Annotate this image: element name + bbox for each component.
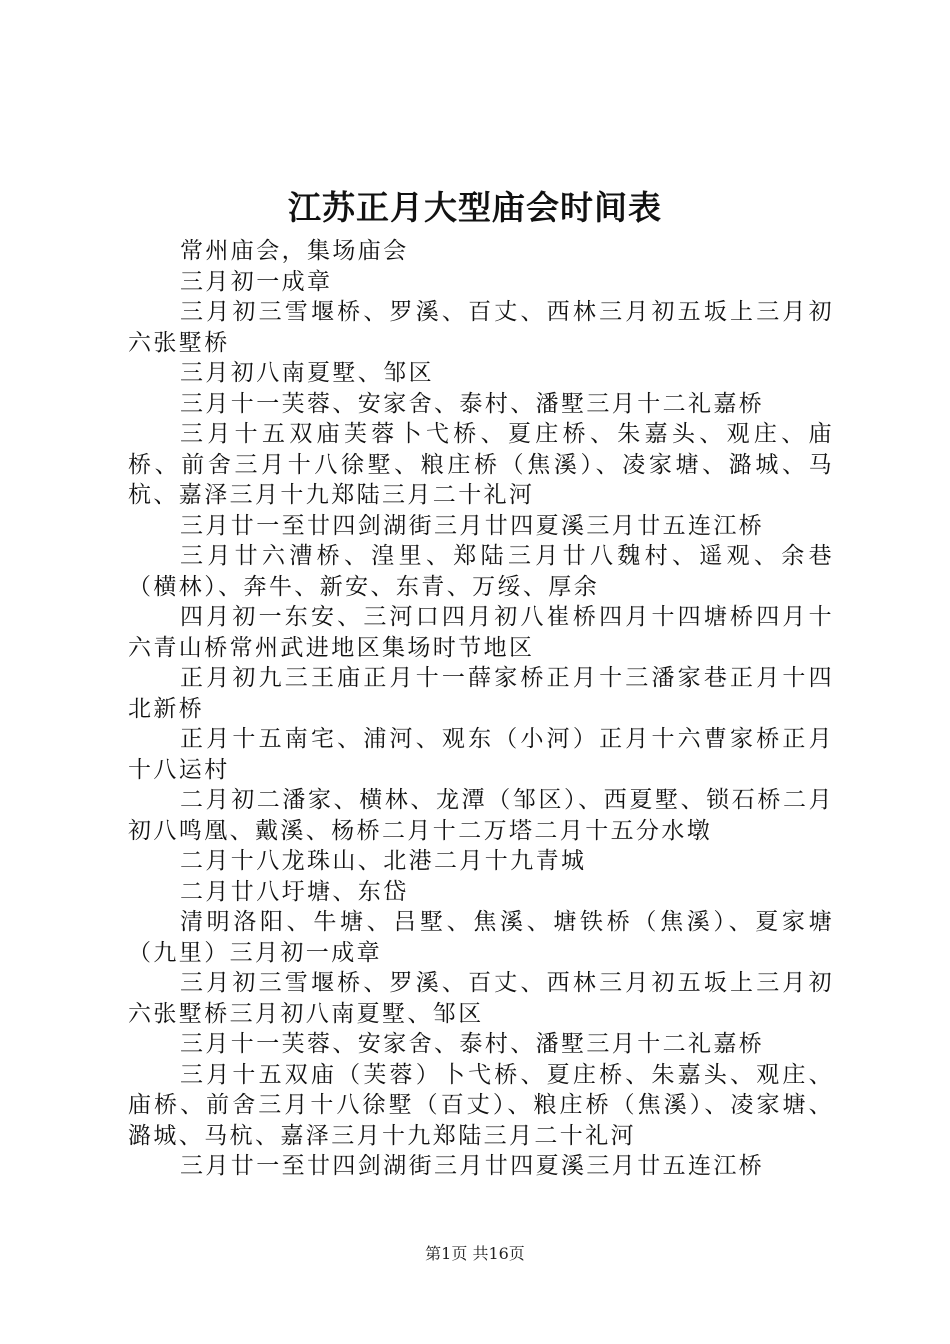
paragraph: 二月廿八圩塘、东岱 bbox=[180, 878, 409, 905]
paragraph: 三月初三雪堰桥、罗溪、百丈、西林三月初五坂上三月初六张墅桥三月初八南夏墅、邹区 bbox=[128, 970, 834, 1027]
paragraph: 三月廿一至廿四剑湖街三月廿四夏溪三月廿五连江桥 bbox=[180, 1153, 765, 1179]
paragraph: 三月十五双庙（芙蓉）卜弋桥、夏庄桥、朱嘉头、观庄、庙桥、前舍三月十八徐墅（百丈）、粮庄桥（焦溪）、凌家塘、潞城、马杭、嘉泽三月十九郑陆三月二十礼河 bbox=[128, 1061, 834, 1149]
paragraph: 二月初二潘家、横林、龙潭（邹区）、西夏墅、锁石桥二月初八鸣凰、戴溪、杨桥二月十二万塔二月十五分水墩 bbox=[128, 787, 834, 844]
page-number-footer: 第1页 共16页 bbox=[425, 1244, 525, 1263]
paragraph: 三月十五双庙芙蓉卜弋桥、夏庄桥、朱嘉头、观庄、庙桥、前舍三月十八徐墅、粮庄桥（焦溪）、凌家塘、潞城、马杭、嘉泽三月十九郑陆三月二十礼河 bbox=[128, 421, 834, 508]
document-title: 江苏正月大型庙会时间表 bbox=[288, 188, 662, 227]
paragraph: 正月十五南宅、浦河、观东（小河）正月十六曹家桥正月十八运村 bbox=[128, 726, 834, 783]
paragraph: 三月初三雪堰桥、罗溪、百丈、西林三月初五坂上三月初六张墅桥 bbox=[128, 299, 834, 356]
paragraph: 四月初一东安、三河口四月初八崔桥四月十四塘桥四月十六青山桥常州武进地区集场时节地区 bbox=[128, 604, 834, 661]
paragraph: 二月十八龙珠山、北港二月十九青城 bbox=[180, 848, 587, 874]
document-body bbox=[128, 236, 834, 1182]
paragraph: 正月初九三王庙正月十一薛家桥正月十三潘家巷正月十四北新桥 bbox=[128, 665, 834, 722]
paragraph: 清明洛阳、牛塘、吕墅、焦溪、塘铁桥（焦溪）、夏家塘（九里）三月初一成章 bbox=[128, 909, 834, 966]
paragraph: 三月十一芙蓉、安家舍、泰村、潘墅三月十二礼嘉桥 bbox=[180, 390, 765, 417]
paragraph: 常州庙会，集场庙会 bbox=[180, 238, 409, 264]
paragraph: 三月廿六漕桥、湟里、郑陆三月廿八魏村、遥观、余巷（横林）、奔牛、新安、东青、万绥、厚余 bbox=[128, 543, 834, 600]
paragraph: 三月廿一至廿四剑湖街三月廿四夏溪三月廿五连江桥 bbox=[180, 512, 765, 539]
paragraph: 三月十一芙蓉、安家舍、泰村、潘墅三月十二礼嘉桥 bbox=[180, 1031, 765, 1057]
paragraph: 三月初一成章 bbox=[180, 268, 333, 295]
paragraph: 三月初八南夏墅、邹区 bbox=[180, 360, 434, 386]
